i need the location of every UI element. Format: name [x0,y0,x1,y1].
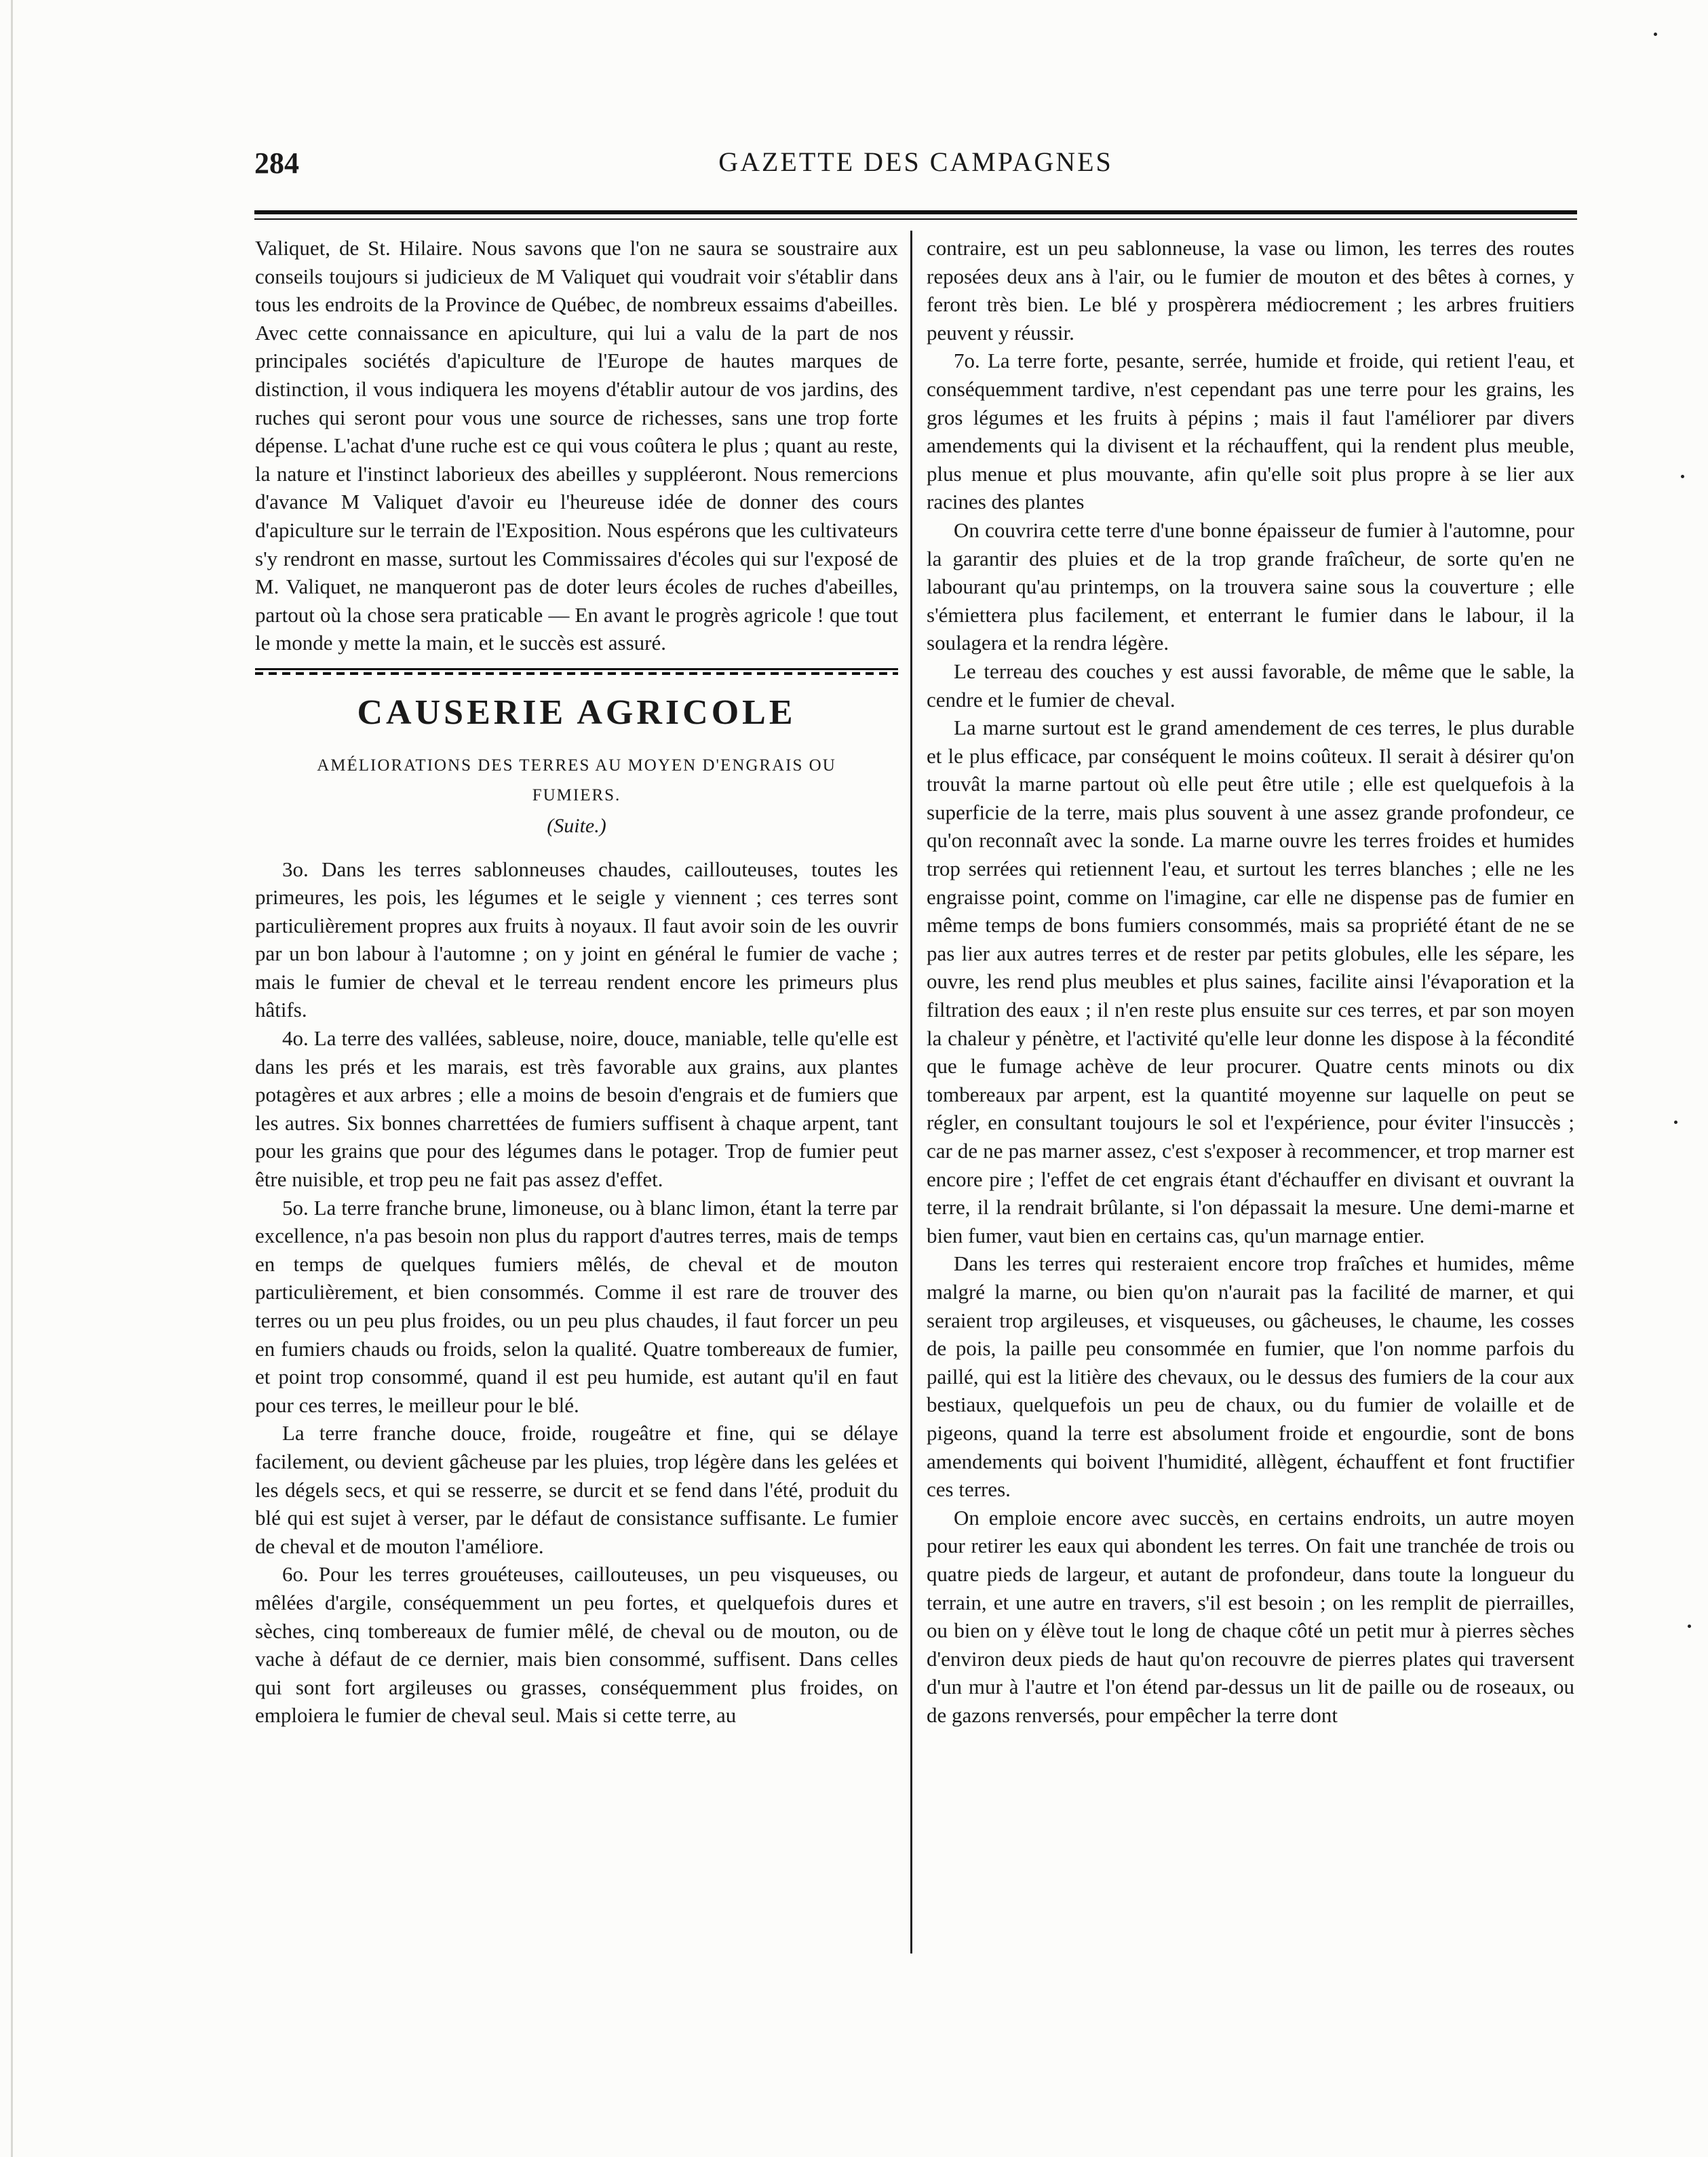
paragraph-tranchee: On emploie encore avec succès, en certains endroits, un autre moyen pour retirer les eaux qui abondent les terres. On fait une tranchée de trois ou quatre pieds de largeur, et autant de profondeur, dans toute la longueur du terrain, et une autre en travers, s'il est besoin ; on les remplit de pierrailles, ou bien on y élève tout le long de chaque côté un petit mur à pierres sèches d'environ deux pieds de haut qu'on recouvre de pierres plates qui traversent d'un mur à l'autre et l'on étend par-dessus un lit de paille ou de roseaux, ou de gazons renversés, pour empêcher la terre dont [927,1505,1574,1727]
section-subtitle: AMÉLIORATIONS DES TERRES AU MOYEN D'ENGRAIS OU FUMIERS. [317,756,836,804]
scan-speck [1654,33,1657,36]
header-rule-thick [254,210,1577,214]
paragraph-marne: La marne surtout est le grand amendement de ces terres, le plus durable et le plus efficace, par conséquent le moins coûteux. Il serait à désirer qu'on trouvât la marne partout où elle peut être utile ; elle est quelquefois à la superficie de la terre, mais plus souvent à une assez grande profondeur, ce qu'on reconnaît avec la sonde. La marne ouvre les terres froides et humides trop serrées qui retiennent l'eau, et surtout les terres blanches ; elle ne les engraisse point, comme on l'imagine, car elle ne dispense pas de fumier en même temps de bons fumiers consommés, mais sa propriété étant de ne se pas lier aux autres terres et de rester par petits globules, elle les sépare, les ouvre, les rend plus meubles et plus saines, facilite ainsi l'évaporation et la filtration des eaux ; il n'en reste plus ensuite sur ces terres, et par son moyen la chaleur y pénètre, et l'activité qu'elle leur donne les dispose à la fécondité que le fumage achève de leur procurer. Quatre cents minots ou dix tombereaux par arpent, est la quantité moyenne sur laquelle on peut se régler, en consultant toujours le sol et l'expérience, pour éviter l'insuccès ; car de ne pas marner assez, c'est s'exposer à recommencer, et trop marner est encore pire ; l'effet de cet engrais étant d'échauffer en divisant et ouvrant la terre, il la rendrait brûlante, si l'on dépassait la mesure. Une demi-marne et bien fumer, vaut bien en certains cas, qu'un marnage entier. [927,716,1574,1247]
paragraph-terres-fraiches: Dans les terres qui resteraient encore trop fraîches et humides, même malgré la marne, ou bien qu'on n'aurait pas la facilité de marner, et qui seraient trop argileuses, et visqueuses, ou gâcheuses, le chaume, les cosses de pois, la paille peu consommée en fumier, que l'on nomme parfois du paillé, qui est la litière des chevaux, ou le dessus des fumiers de la cour aux bestiaux, quelquefois un peu de chaux, ou du fumier de volaille et de pigeons, quand la terre est absolument froide et engourdie, sont de bons amendements qui boivent l'humidité, allègent, échauffent et font fructifier ces terres. [927,1251,1574,1502]
paragraph-terreau: Le terreau des couches y est aussi favorable, de même que le sable, la cendre et le fumier de cheval. [927,659,1574,712]
scan-speck [1681,475,1684,478]
ornament-rule [255,667,898,676]
paragraph-6o: 6o. Pour les terres grouéteuses, caillouteuses, un peu visqueuses, ou mêlées d'argile, conséquemment un peu fortes, et quelquefois dures et sèches, cinq tombereaux de fumier mêlé, de cheval ou de mouton, ou de vache à défaut de ce dernier, mais bien consommé, suffisent. Dans celles qui sont fort argileuses ou grasses, conséquemment plus froides, on emploiera le fumier de cheval seul. Mais si cette terre, au [255,1562,898,1728]
scan-speck [1688,1625,1691,1628]
page-header [254,146,1577,187]
scan-edge [11,0,13,2157]
paragraph-5o: 5o. La terre franche brune, limoneuse, ou à blanc limon, étant la terre par excellence, n'a pas besoin non plus du rapport d'autres terres, mais de temps en temps de quelques fumiers mêlés, de cheval et de mouton particulièrement, et bien consommés. Comme il est rare de trouver des terres ou un peu plus froides, ou un peu plus chaudes, il faut forcer un peu en fumiers chauds ou froids, selon la qualité. Quatre tombereaux de fumier, et point trop consommé, quand il est peu humide, est autant qu'il en faut pour ces terres, le meilleur pour le blé. [255,1195,898,1417]
paragraph-continuation: contraire, est un peu sablonneuse, la vase ou limon, les terres des routes reposées deux ans à l'air, ou le fumier de mouton et des bêtes à cornes, y feront très bien. Le blé y prospèrera médiocrement ; les arbres fruitiers peuvent y réussir. [927,236,1574,345]
left-column [255,234,898,1730]
paragraph-couverture: On couvrira cette terre d'une bonne épaisseur de fumier à l'automne, pour la garantir des pluies et de la trop grande fraîcheur, de sorte qu'en ne labourant qu'au printemps, on la trouvera saine sous la couverture ; elle s'émiettera plus facilement, et enterrant le fumier dans le labour, il la soulagera et la rendra légère. [927,518,1574,655]
right-column [927,234,1574,1729]
header-rule-thin [254,218,1577,220]
paragraph-3o: 3o. Dans les terres sablonneuses chaudes, caillouteuses, toutes les primeures, les pois, les légumes et le seigle y viennent ; ces terres sont particulièrement propres aux fruits à noyaux. Il faut avoir soin de les ouvrir par un bon labour à l'automne ; on y joint en général le fumier de vache ; mais le fumier de cheval et le terreau rendent encore les primeurs plus hâtifs. [255,857,898,1022]
section-title: CAUSERIE AGRICOLE [357,693,796,732]
column-divider [910,231,912,1954]
intro-paragraph: Valiquet, de St. Hilaire. Nous savons que l'on ne saura se soustraire aux conseils toujours si judicieux de M Valiquet qui voudrait voir s'établir dans tous les endroits de la Province de Québec, de nombreux essaims d'abeilles. Avec cette connaissance en apiculture, qui lui a valu de la part de nos principales sociétés d'apiculture de l'Europe de hautes marques de distinction, il vous indiquera les moyens d'établir autour de vos jardins, des ruches qui seront pour vous une source de richesses, sans une trop forte dépense. L'achat d'une ruche est ce qui vous coûtera le plus ; quant au reste, la nature et l'instinct laborieux des abeilles y suppléeront. Nous remercions d'avance M Valiquet d'avoir eu l'heureuse idée de donner des cours d'apiculture sur le terrain de l'Exposition. Nous espérons que les cultivateurs s'y rendront en masse, surtout les Commissaires d'écoles qui sur l'exposé de M. Valiquet, ne manqueront pas de doter leurs écoles de ruches d'abeilles, partout où la chose sera praticable — En avant le progrès agricole ! que tout le monde y mette la main, et le succès est assuré. [255,236,898,655]
paragraph-7o: 7o. La terre forte, pesante, serrée, humide et froide, qui retient l'eau, et conséquemment tardive, n'est cependant pas une terre pour les grains, les gros légumes et les fruits à pépins ; mais il faut l'améliorer par divers amendements qui la divisent et la réchauffent, qui la rendent plus meuble, plus menue et plus mouvante, afin qu'elle soit plus propre à se lier aux racines des plantes [927,349,1574,514]
paragraph-4o: 4o. La terre des vallées, sableuse, noire, douce, maniable, telle qu'elle est dans les prés et les marais, est très favorable aux grains, aux plantes potagères et aux arbres ; elle a moins de besoin d'engrais et de fumiers que les autres. Six bonnes charrettées de fumiers suffisent à chaque arpent, tant pour les grains que pour des légumes dans le potager. Trop de fumier peut être nuisible, et trop peu ne fait pas assez d'effet. [255,1026,898,1192]
page-number: 284 [254,147,299,180]
section-suite: (Suite.) [547,814,606,837]
paragraph-5o-cont: La terre franche douce, froide, rougeâtre et fine, qui se délaye facilement, ou devient gâcheuse par les pluies, trop légère dans les gelées et les dégels secs, et qui se resserre, se durcit et se fend dans l'été, produit du blé qui est sujet à verser, par le défaut de consistance suffisante. Le fumier de cheval et de mouton l'améliore. [255,1421,898,1558]
running-title: GAZETTE DES CAMPAGNES [718,147,1113,177]
scan-speck [1674,1121,1677,1124]
